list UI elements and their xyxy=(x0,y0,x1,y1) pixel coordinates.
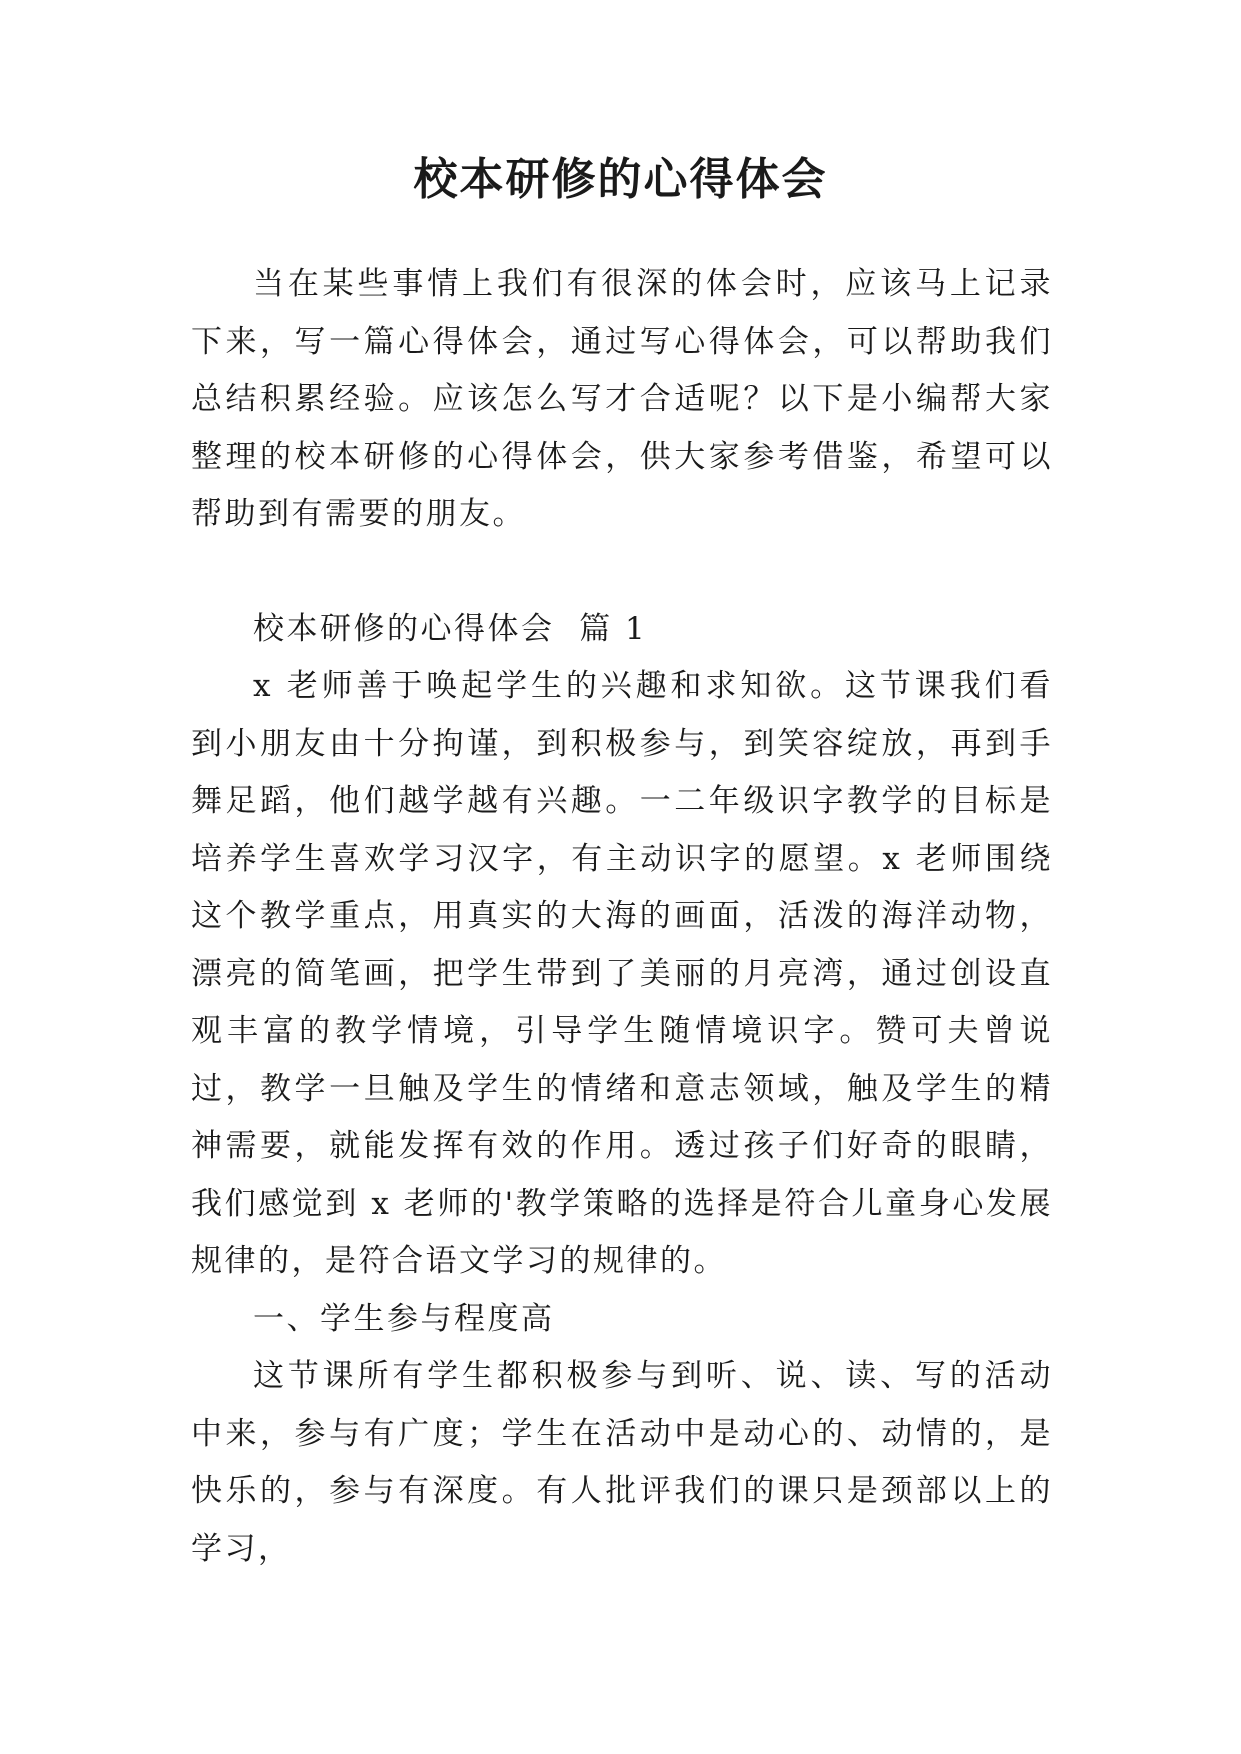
section-heading: 校本研修的心得体会 篇 1 xyxy=(253,610,648,647)
document-title: 校本研修的心得体会 xyxy=(413,154,828,205)
document-body xyxy=(191,256,1053,1578)
body-paragraph: 这节课所有学生都积极参与到听、说、读、写的活动中来，参与有广度；学生在活动中是动心的、动情的，是快乐的，参与有深度。有人批评我们的课只是颈部以上的学习， xyxy=(191,1358,1053,1567)
subheading: 一、学生参与程度高 xyxy=(253,1300,555,1337)
intro-paragraph: 当在某些事情上我们有很深的体会时，应该马上记录下来，写一篇心得体会，通过写心得体会，可以帮助我们总结积累经验。应该怎么写才合适呢？以下是小编帮大家整理的校本研修的心得体会，供大家参考借鉴，希望可以帮助到有需要的朋友。 xyxy=(191,266,1053,532)
body-paragraph: x 老师善于唤起学生的兴趣和求知欲。这节课我们看到小朋友由十分拘谨，到积极参与，到笑容绽放，再到手舞足蹈，他们越学越有兴趣。一二年级识字教学的目标是培养学生喜欢学习汉字，有主动识字的愿望。x 老师围绕这个教学重点，用真实的大海的画面，活泼的海洋动物，漂亮的简笔画，把学生带到了美丽的月亮湾，通过创设直观丰富的教学情境，引导学生随情境识字。赞可夫曾说过，教学一旦触及学生的情绪和意志领域，触及学生的精神需要，就能发挥有效的作用。透过孩子们好奇的眼睛，我们感觉到 x 老师的'教学策略的选择是符合儿童身心发展规律的，是符合语文学习的规律的。 xyxy=(191,668,1053,1279)
